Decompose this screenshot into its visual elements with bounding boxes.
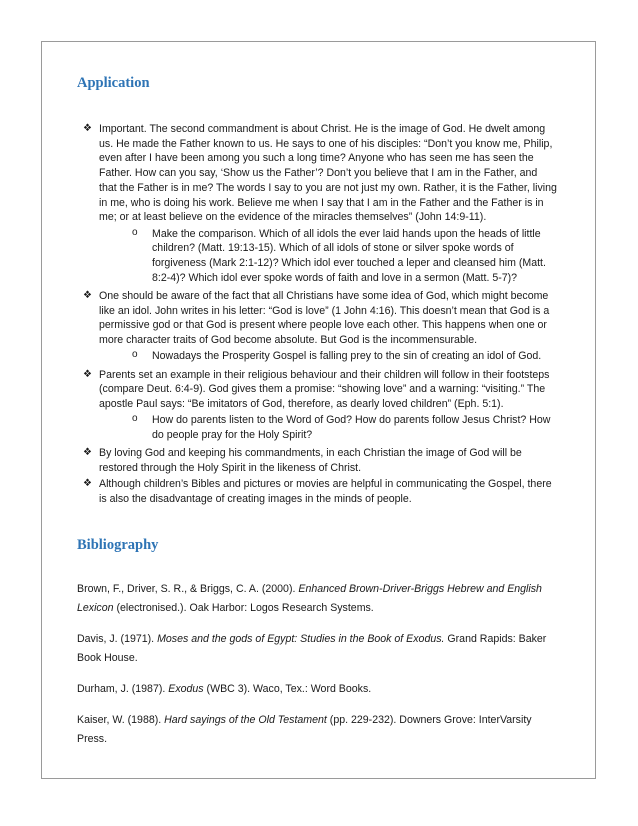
ref-title: Enhanced Brown-Driver-Briggs Hebrew and English Lexicon xyxy=(77,583,542,615)
reference-entry xyxy=(77,711,557,749)
list-item xyxy=(77,289,557,348)
circle-bullet-icon: o xyxy=(132,349,138,361)
ref-publication: Grand Rapids: Baker Book House. xyxy=(77,633,547,665)
application-list xyxy=(77,122,557,508)
circle-bullet-icon: o xyxy=(132,226,138,238)
diamond-bullet-icon: ❖ xyxy=(83,478,92,490)
diamond-bullet-icon: ❖ xyxy=(83,368,92,380)
bullet-text: Parents set an example in their religious behaviour and their children will follow in their footsteps (compare Deut. 6:4-9). God gives them a promise: “showing love” and a warning: “visiting.” The apostle Paul says: “Be imitators of God, therefore, as dearly loved children” (Eph. 5:1). xyxy=(99,368,550,411)
ref-authors: Brown, F., Driver, S. R., & Briggs, C. A. (2000). xyxy=(77,583,299,595)
ref-authors: Durham, J. (1987). xyxy=(77,683,169,695)
list-item xyxy=(77,122,557,225)
sub-bullet-text: Make the comparison. Which of all idols the ever laid hands upon the heads of little children? (Matt. 19:13-15). Which of all idols of stone or silver spoke words of forgiveness (Mark 2:1-12)? Which idol ever touched a leper and cleansed him (Matt. 8:2-4)? Which idol ever spoke words of faith and love in a sermon (Matt. 5-7)? xyxy=(152,227,546,284)
ref-publication: (electronised.). Oak Harbor: Logos Research Systems. xyxy=(113,602,374,615)
list-item xyxy=(77,368,557,412)
diamond-bullet-icon: ❖ xyxy=(83,123,92,134)
diamond-bullet-icon: ❖ xyxy=(83,447,92,459)
list-item xyxy=(77,477,557,506)
sub-bullet-text: How do parents listen to the Word of God? How do parents follow Jesus Christ? How do people pray for the Holy Spirit? xyxy=(152,414,551,442)
sub-list-item xyxy=(77,227,557,286)
application-heading: Application xyxy=(77,75,150,91)
sub-list-item xyxy=(77,413,557,442)
bullet-text: Important. The second commandment is about Christ. He is the image of God. He dwelt among us. He made the Father known to us. He says to one of his disciples: “Don’t you know me, Philip, even after I have been among you such a long time? Anyone who has seen me has seen the Father. How can you say, ‘Show us the Father’? Don’t you believe that I am in the Father, and that the Father is in me? The words I say to you are not just my own. Rather, it is the Father, living in me, who is doing his work. Believe me when I say that I am in the Father and the Father is in me; or at least believe on the evidence of the miracles themselves” (John 14:9-11). xyxy=(99,123,557,224)
reference-entry xyxy=(77,630,557,668)
bibliography-heading: Bibliography xyxy=(77,537,159,553)
ref-authors: Davis, J. (1971). xyxy=(77,633,158,645)
sub-bullet-text: Nowadays the Prosperity Gospel is falling prey to the sin of creating an idol of God. xyxy=(152,350,542,363)
circle-bullet-icon: o xyxy=(132,413,138,425)
bibliography-list xyxy=(77,580,557,761)
bullet-text: One should be aware of the fact that all Christians have some idea of God, which might become like an idol. John writes in his letter: “God is love” (1 John 4:16). This doesn’t mean that God is a permissive god or that God is present where people love each other. This happens when one or more character traits of God become absolute. But God is the incommensurable. xyxy=(99,289,550,347)
diamond-bullet-icon: ❖ xyxy=(83,289,92,301)
ref-publication: (pp. 229-232). Downers Grove: InterVarsity Press. xyxy=(77,713,532,745)
ref-title: Hard sayings of the Old Testament xyxy=(164,713,327,726)
ref-authors: Kaiser, W. (1988). xyxy=(77,713,165,726)
ref-title: Moses and the gods of Egypt: Studies in the Book of Exodus. xyxy=(157,633,445,645)
sub-list-item xyxy=(77,349,557,364)
reference-entry xyxy=(77,580,557,618)
bullet-text: By loving God and keeping his commandments, in each Christian the image of God will be restored through the Holy Spirit in the likeness of Christ. xyxy=(99,447,522,475)
bullet-text: Although children’s Bibles and pictures or movies are helpful in communicating the Gospel, there is also the disadvantage of creating images in the minds of people. xyxy=(99,478,552,506)
reference-entry xyxy=(77,680,557,699)
ref-publication: (WBC 3). Waco, Tex.: Word Books. xyxy=(203,683,372,695)
ref-title: Exodus xyxy=(168,683,204,695)
list-item xyxy=(77,446,557,475)
